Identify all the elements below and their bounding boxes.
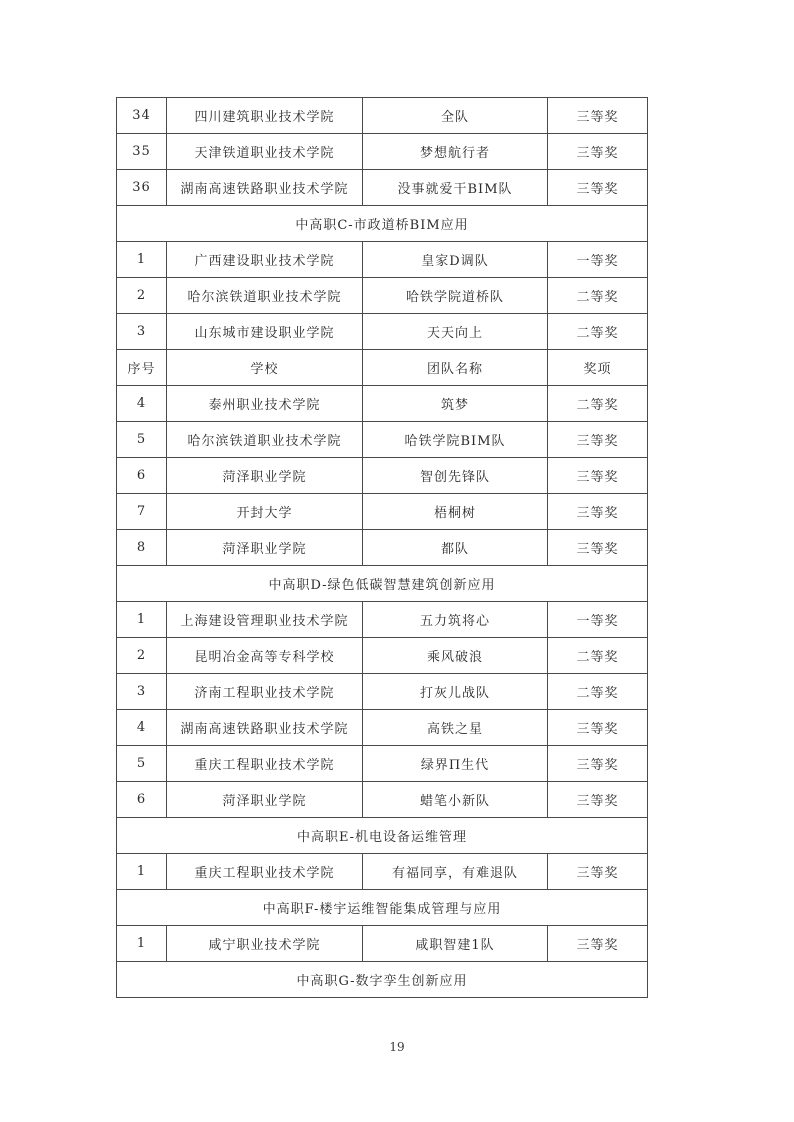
cell-award: 奖项 xyxy=(548,350,648,386)
cell-school: 重庆工程职业技术学院 xyxy=(167,854,363,890)
cell-award: 三等奖 xyxy=(548,422,648,458)
cell-number: 36 xyxy=(117,170,167,206)
cell-team-name: 梦想航行者 xyxy=(363,134,548,170)
cell-award: 三等奖 xyxy=(548,746,648,782)
cell-number: 4 xyxy=(117,710,167,746)
cell-award: 三等奖 xyxy=(548,926,648,962)
table-row xyxy=(117,926,648,962)
cell-team-name: 天天向上 xyxy=(363,314,548,350)
table-row xyxy=(117,242,648,278)
table-row xyxy=(117,854,648,890)
cell-award: 三等奖 xyxy=(548,170,648,206)
cell-number: 1 xyxy=(117,926,167,962)
table-row xyxy=(117,674,648,710)
section-title: 中高职D-绿色低碳智慧建筑创新应用 xyxy=(117,566,648,602)
cell-number: 2 xyxy=(117,638,167,674)
table-row xyxy=(117,314,648,350)
cell-number: 35 xyxy=(117,134,167,170)
cell-award: 三等奖 xyxy=(548,710,648,746)
table-row xyxy=(117,278,648,314)
cell-number: 1 xyxy=(117,602,167,638)
section-title: 中高职F-楼宇运维智能集成管理与应用 xyxy=(117,890,648,926)
table-row xyxy=(117,350,648,386)
cell-school: 哈尔滨铁道职业技术学院 xyxy=(167,278,363,314)
cell-number: 5 xyxy=(117,746,167,782)
cell-school: 上海建设管理职业技术学院 xyxy=(167,602,363,638)
cell-award: 三等奖 xyxy=(548,782,648,818)
cell-school: 菏泽职业学院 xyxy=(167,458,363,494)
table-row xyxy=(117,530,648,566)
section-header-row xyxy=(117,890,648,926)
cell-school: 湖南高速铁路职业技术学院 xyxy=(167,710,363,746)
table-row xyxy=(117,386,648,422)
awards-table xyxy=(116,97,648,998)
cell-school: 咸宁职业技术学院 xyxy=(167,926,363,962)
cell-number: 序号 xyxy=(117,350,167,386)
cell-team-name: 团队名称 xyxy=(363,350,548,386)
cell-award: 一等奖 xyxy=(548,242,648,278)
cell-school: 开封大学 xyxy=(167,494,363,530)
cell-team-name: 哈铁学院道桥队 xyxy=(363,278,548,314)
table-row xyxy=(117,602,648,638)
cell-award: 三等奖 xyxy=(548,530,648,566)
cell-team-name: 全队 xyxy=(363,98,548,134)
cell-school: 济南工程职业技术学院 xyxy=(167,674,363,710)
cell-number: 6 xyxy=(117,782,167,818)
section-title: 中高职C-市政道桥BIM应用 xyxy=(117,206,648,242)
cell-number: 6 xyxy=(117,458,167,494)
cell-award: 二等奖 xyxy=(548,638,648,674)
cell-school: 昆明冶金高等专科学校 xyxy=(167,638,363,674)
cell-number: 1 xyxy=(117,242,167,278)
cell-award: 二等奖 xyxy=(548,278,648,314)
cell-school: 天津铁道职业技术学院 xyxy=(167,134,363,170)
cell-award: 三等奖 xyxy=(548,494,648,530)
section-header-row xyxy=(117,206,648,242)
cell-number: 3 xyxy=(117,314,167,350)
cell-school: 菏泽职业学院 xyxy=(167,782,363,818)
table-row xyxy=(117,782,648,818)
cell-team-name: 咸职智建1队 xyxy=(363,926,548,962)
cell-team-name: 智创先锋队 xyxy=(363,458,548,494)
awards-table-body xyxy=(117,98,648,998)
cell-school: 湖南高速铁路职业技术学院 xyxy=(167,170,363,206)
cell-team-name: 皇家D调队 xyxy=(363,242,548,278)
cell-award: 二等奖 xyxy=(548,314,648,350)
cell-number: 3 xyxy=(117,674,167,710)
cell-award: 三等奖 xyxy=(548,98,648,134)
cell-school: 菏泽职业学院 xyxy=(167,530,363,566)
table-row xyxy=(117,170,648,206)
page-number: 19 xyxy=(389,1040,405,1054)
cell-number: 1 xyxy=(117,854,167,890)
cell-team-name: 绿界Π生代 xyxy=(363,746,548,782)
cell-number: 8 xyxy=(117,530,167,566)
cell-team-name: 高铁之星 xyxy=(363,710,548,746)
cell-school: 学校 xyxy=(167,350,363,386)
cell-school: 哈尔滨铁道职业技术学院 xyxy=(167,422,363,458)
table-row xyxy=(117,638,648,674)
table-row xyxy=(117,494,648,530)
section-title: 中高职E-机电设备运维管理 xyxy=(117,818,648,854)
cell-number: 2 xyxy=(117,278,167,314)
cell-award: 三等奖 xyxy=(548,134,648,170)
cell-team-name: 蜡笔小新队 xyxy=(363,782,548,818)
section-title: 中高职G-数字孪生创新应用 xyxy=(117,962,648,998)
section-header-row xyxy=(117,566,648,602)
cell-school: 泰州职业技术学院 xyxy=(167,386,363,422)
table-row xyxy=(117,134,648,170)
cell-team-name: 都队 xyxy=(363,530,548,566)
cell-award: 一等奖 xyxy=(548,602,648,638)
cell-school: 重庆工程职业技术学院 xyxy=(167,746,363,782)
cell-team-name: 打灰儿战队 xyxy=(363,674,548,710)
section-header-row xyxy=(117,962,648,998)
table-row xyxy=(117,458,648,494)
cell-school: 广西建设职业技术学院 xyxy=(167,242,363,278)
cell-number: 34 xyxy=(117,98,167,134)
cell-award: 二等奖 xyxy=(548,386,648,422)
cell-team-name: 哈铁学院BIM队 xyxy=(363,422,548,458)
section-header-row xyxy=(117,818,648,854)
cell-award: 三等奖 xyxy=(548,854,648,890)
cell-award: 三等奖 xyxy=(548,458,648,494)
cell-award: 二等奖 xyxy=(548,674,648,710)
cell-team-name: 梧桐树 xyxy=(363,494,548,530)
cell-team-name: 有福同享，有难退队 xyxy=(363,854,548,890)
cell-team-name: 筑梦 xyxy=(363,386,548,422)
table-row xyxy=(117,422,648,458)
table-row xyxy=(117,746,648,782)
cell-school: 四川建筑职业技术学院 xyxy=(167,98,363,134)
table-row xyxy=(117,710,648,746)
cell-school: 山东城市建设职业学院 xyxy=(167,314,363,350)
cell-number: 4 xyxy=(117,386,167,422)
cell-number: 7 xyxy=(117,494,167,530)
cell-team-name: 没事就爱干BIM队 xyxy=(363,170,548,206)
cell-team-name: 乘风破浪 xyxy=(363,638,548,674)
cell-number: 5 xyxy=(117,422,167,458)
table-row xyxy=(117,98,648,134)
cell-team-name: 五力筑将心 xyxy=(363,602,548,638)
